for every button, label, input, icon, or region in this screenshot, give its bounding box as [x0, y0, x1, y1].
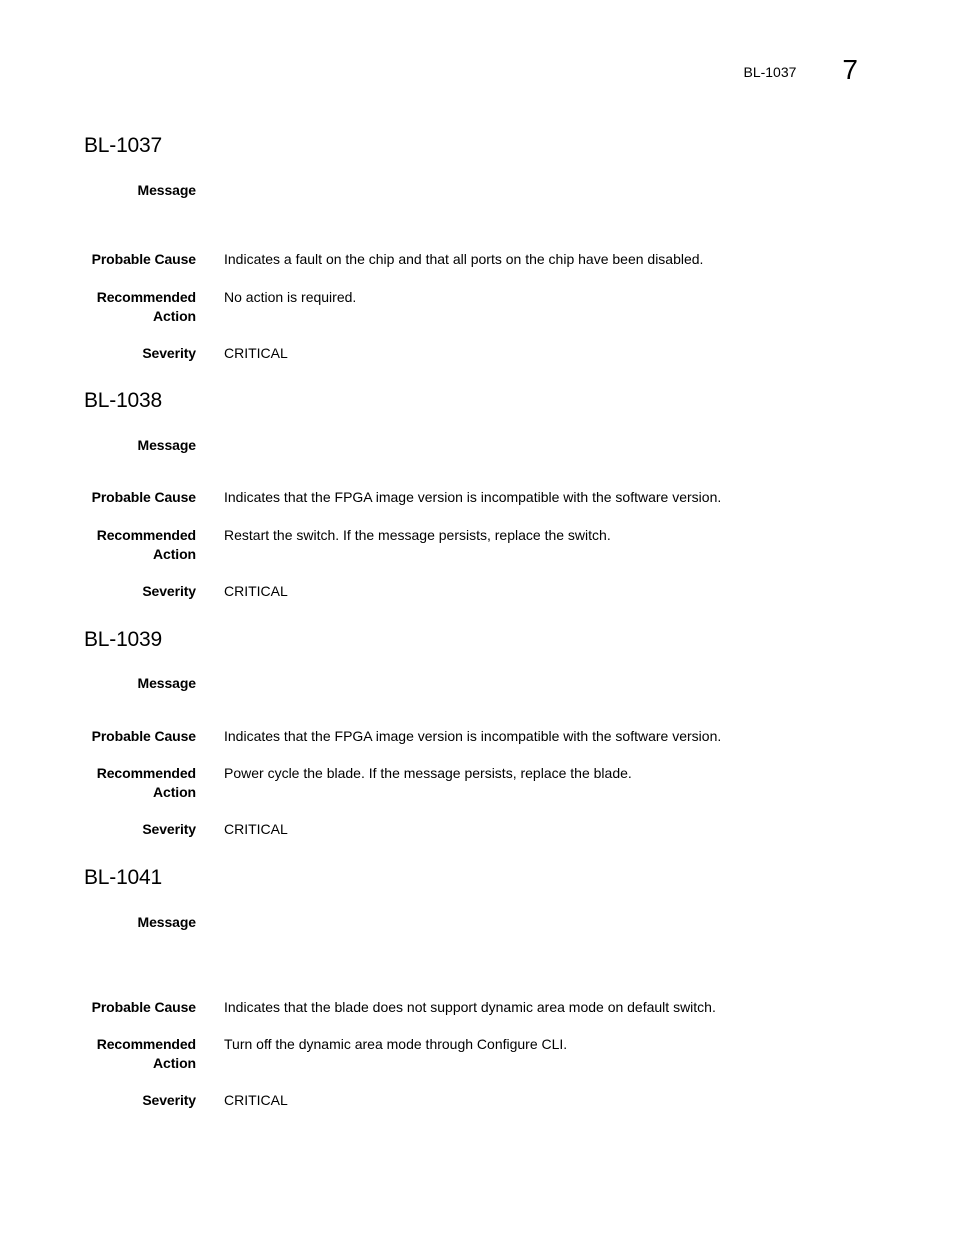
running-header-title: BL-1037: [743, 64, 797, 80]
recommended-action-row: [84, 764, 864, 802]
probable-cause-value: Indicates that the FPGA image version is incompatible with the software version.: [224, 489, 722, 505]
recommended-action-label: [84, 526, 196, 564]
severity-row: [84, 344, 864, 363]
message-label: Message: [137, 437, 196, 453]
action-label-line: Action: [153, 546, 196, 562]
probable-cause-label: Probable Cause: [91, 489, 196, 505]
message-entry: [84, 866, 864, 1108]
action-label-line: Action: [153, 308, 196, 324]
probable-cause-label: Probable Cause: [91, 999, 196, 1015]
recommended-action-row: [84, 1035, 864, 1073]
message-label: Message: [137, 182, 196, 198]
severity-label: Severity: [142, 345, 196, 361]
severity-value: CRITICAL: [224, 821, 288, 837]
severity-value: CRITICAL: [224, 583, 288, 599]
probable-cause-row: [84, 250, 864, 269]
message-row: [84, 674, 864, 693]
severity-row: [84, 582, 864, 601]
probable-cause-row: [84, 727, 864, 746]
severity-row: [84, 820, 864, 839]
recommended-label-line: Recommended: [96, 765, 196, 781]
probable-cause-value: Indicates that the blade does not support dynamic area mode on default switch.: [224, 999, 716, 1015]
message-entry: [84, 628, 864, 837]
recommended-label-line: Recommended: [96, 527, 196, 543]
recommended-action-value: Power cycle the blade. If the message persists, replace the blade.: [224, 765, 632, 781]
action-label-line: Action: [153, 784, 196, 800]
entry-title: BL-1037: [84, 134, 162, 157]
recommended-action-row: [84, 526, 864, 564]
recommended-action-value: Restart the switch. If the message persists, replace the switch.: [224, 527, 611, 543]
entry-title: BL-1041: [84, 866, 162, 889]
probable-cause-value: Indicates that the FPGA image version is incompatible with the software version.: [224, 728, 722, 744]
recommended-action-label: [84, 764, 196, 802]
severity-value: CRITICAL: [224, 1092, 288, 1108]
probable-cause-row: [84, 488, 864, 507]
message-entry: [84, 134, 864, 361]
severity-label: Severity: [142, 1092, 196, 1108]
severity-value: CRITICAL: [224, 345, 288, 361]
message-label: Message: [137, 914, 196, 930]
recommended-action-row: [84, 288, 864, 326]
recommended-action-value: No action is required.: [224, 289, 357, 305]
chapter-number: 7: [842, 54, 858, 85]
recommended-label-line: Recommended: [96, 289, 196, 305]
recommended-action-value: Turn off the dynamic area mode through Configure CLI.: [224, 1036, 568, 1052]
severity-label: Severity: [142, 821, 196, 837]
entry-title: BL-1039: [84, 628, 162, 651]
severity-label: Severity: [142, 583, 196, 599]
message-row: [84, 913, 864, 932]
recommended-action-label: [84, 1035, 196, 1073]
recommended-action-label: [84, 288, 196, 326]
recommended-label-line: Recommended: [96, 1036, 196, 1052]
entry-title: BL-1038: [84, 389, 162, 412]
probable-cause-label: Probable Cause: [91, 728, 196, 744]
message-row: [84, 436, 864, 455]
message-entry: [84, 389, 864, 599]
probable-cause-value: Indicates a fault on the chip and that all ports on the chip have been disabled.: [224, 251, 704, 267]
severity-row: [84, 1091, 864, 1110]
probable-cause-row: [84, 998, 864, 1017]
running-header: [743, 56, 858, 84]
message-label: Message: [137, 675, 196, 691]
message-row: [84, 181, 864, 200]
probable-cause-label: Probable Cause: [91, 251, 196, 267]
action-label-line: Action: [153, 1055, 196, 1071]
